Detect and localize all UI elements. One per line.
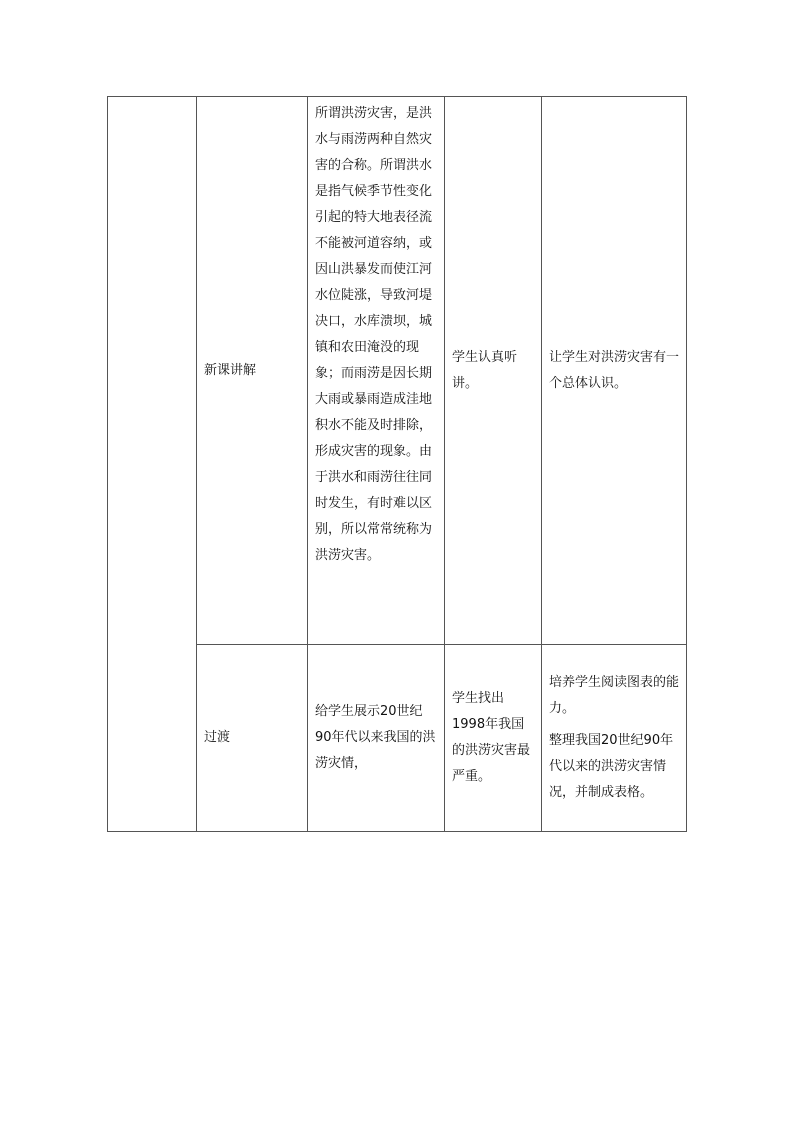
stage-cell: 过渡 [197,645,308,832]
design-intent-paragraph: 培养学生阅读图表的能力。 [549,675,680,716]
student-activity-cell: 学生认真听讲。 [445,97,542,645]
lesson-plan-table [107,96,687,832]
teacher-activity-cell: 所谓洪涝灾害，是洪水与雨涝两种自然灾害的合称。所谓洪水是指气候季节性变化引起的特大地表径流不能被河道容纳，或因山洪暴发而使江河水位陡涨，导致河堤决口，水库溃坝，城镇和农田淹没的现象；而雨涝是因长期大雨或暴雨造成洼地积水不能及时排除，形成灾害的现象。由于洪水和雨涝往往同时发生，有时难以区别，所以常常统称为洪涝灾害。 [308,97,445,645]
stage-cell: 新课讲解 [197,97,308,645]
student-activity-cell: 学生找出1998年我国的洪涝灾害最严重。 [445,645,542,832]
design-intent-cell: 让学生对洪涝灾害有一个总体认识。 [542,97,687,645]
teacher-activity-cell: 给学生展示20世纪90年代以来我国的洪涝灾情， [308,645,445,832]
left-merged-cell [108,97,197,832]
table-row [108,97,687,645]
design-intent-cell [542,645,687,832]
design-intent-paragraph: 整理我国20世纪90年代以来的洪涝灾害情况，并制成表格。 [549,733,674,800]
